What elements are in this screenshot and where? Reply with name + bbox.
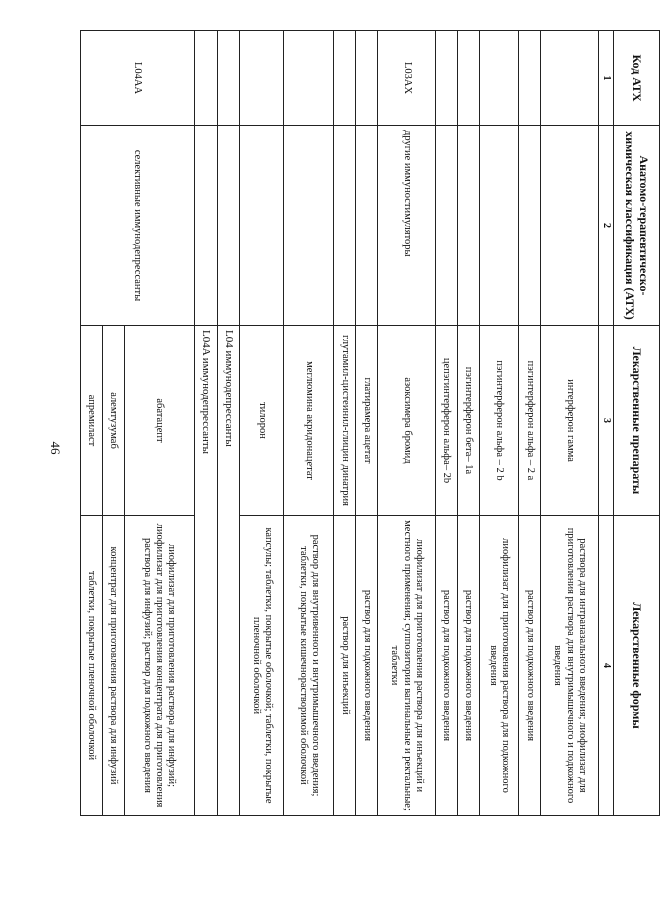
atc-code-cell: [457, 31, 479, 126]
group-row-spacer: [217, 126, 240, 326]
drug-cell: тилорон: [240, 326, 284, 516]
forms-cell: лиофилизат для приготовления раствора для инъекций и местного применения; суппозитории вагинальные и ректальные; таблетки: [377, 516, 435, 816]
forms-cell: лиофилизат для приготовления раствора для инфузий; лиофилизат для приготовления концентрата для приготовления раствора для инфузий; раствор для подкожного введения: [124, 516, 194, 816]
drug-cell: интерферон гамма: [541, 326, 599, 516]
atc-code-cell: [240, 31, 284, 126]
forms-cell: таблетки, покрытые пленочной оболочкой: [81, 516, 103, 816]
group-row: [194, 31, 217, 816]
drug-cell: апремиласт: [81, 326, 103, 516]
forms-cell: раствор для подкожного введения: [356, 516, 378, 816]
atc-code-cell: [519, 31, 541, 126]
atc-code-cell: [541, 31, 599, 126]
header-atc-code: Код АТХ: [614, 31, 660, 126]
forms-cell: лиофилизат для приготовления раствора для подкожного введения: [479, 516, 518, 816]
table-row: [240, 31, 284, 816]
header-atc-classification: Анатомо-терапевтическо-химическая классификация (АТХ): [614, 126, 660, 326]
forms-cell: концентрат для приготовления раствора для инфузий: [102, 516, 124, 816]
column-number: 1: [599, 31, 614, 126]
atc-code-cell: [435, 31, 457, 126]
group-row-spacer: [194, 31, 217, 126]
atc-class-cell: селективные иммунодепрессанты: [81, 126, 195, 326]
column-number: 3: [599, 326, 614, 516]
drug-cell: пэгинтерферон бета– 1а: [457, 326, 479, 516]
table-row: [377, 31, 435, 816]
table-row: [435, 31, 457, 816]
drug-cell: глатирамера ацетат: [356, 326, 378, 516]
table-row: [334, 31, 356, 816]
atc-class-cell: [356, 126, 378, 326]
table-row: [479, 31, 518, 816]
table-row: [519, 31, 541, 816]
drug-cell: глутамил-цистеинил-глицин динатрия: [334, 326, 356, 516]
table-row: [541, 31, 599, 816]
atc-code-cell: [356, 31, 378, 126]
atc-class-cell: [435, 126, 457, 326]
atc-class-cell: другие иммуностимуляторы: [377, 126, 435, 326]
atc-code-cell: [479, 31, 518, 126]
group-label: L04 иммунодепрессанты: [217, 326, 240, 816]
atc-code-cell: L03AX: [377, 31, 435, 126]
forms-cell: раствор для внутривенного и внутримышечного введения; таблетки, покрытые кишечнорастворимой оболочкой: [284, 516, 334, 816]
atc-class-cell: [284, 126, 334, 326]
group-row-spacer: [194, 126, 217, 326]
forms-cell: раствор для подкожного введения: [435, 516, 457, 816]
table-row: [457, 31, 479, 816]
atc-code-cell: [284, 31, 334, 126]
forms-cell: раствор для подкожного введения: [519, 516, 541, 816]
atc-class-cell: [334, 126, 356, 326]
rotated-page: [0, 30, 660, 811]
header-forms: Лекарственные формы: [614, 516, 660, 816]
forms-cell: капсулы; таблетки, покрытые оболочкой; таблетки, покрытые пленочной оболочкой: [240, 516, 284, 816]
forms-cell: раствор для инъекций: [334, 516, 356, 816]
table-row: [356, 31, 378, 816]
atc-class-cell: [240, 126, 284, 326]
column-number: 2: [599, 126, 614, 326]
forms-cell: раствор для подкожного введения: [457, 516, 479, 816]
table-row: [124, 31, 194, 816]
atc-code-cell: L04AA: [81, 31, 195, 126]
drug-cell: цепэгинтерферон альфа– 2b: [435, 326, 457, 516]
drug-cell: пэгинтерферон альфа – 2 а: [519, 326, 541, 516]
drug-cell: алемтузумаб: [102, 326, 124, 516]
group-label: L04A иммунодепрессанты: [194, 326, 217, 816]
atc-class-cell: [519, 126, 541, 326]
header-drugs: Лекарственные препараты: [614, 326, 660, 516]
forms-cell: раствора для интраназального введения; лиофилизат для приготовления раствора для внутримышечного и подкожного введения: [541, 516, 599, 816]
column-number-row: [599, 31, 614, 816]
drug-cell: азоксимера бромид: [377, 326, 435, 516]
atc-class-cell: [541, 126, 599, 326]
drug-cell: меглюмина акридонацетат: [284, 326, 334, 516]
atc-code-cell: [334, 31, 356, 126]
drug-table: [80, 30, 660, 816]
group-row-spacer: [217, 31, 240, 126]
group-row: [217, 31, 240, 816]
page-number: 46: [48, 441, 63, 455]
table-row: [284, 31, 334, 816]
atc-class-cell: [457, 126, 479, 326]
drug-cell: абатацепт: [124, 326, 194, 516]
table-header-row: [614, 31, 660, 816]
atc-class-cell: [479, 126, 518, 326]
column-number: 4: [599, 516, 614, 816]
drug-cell: пэгинтерферон альфа – 2 b: [479, 326, 518, 516]
